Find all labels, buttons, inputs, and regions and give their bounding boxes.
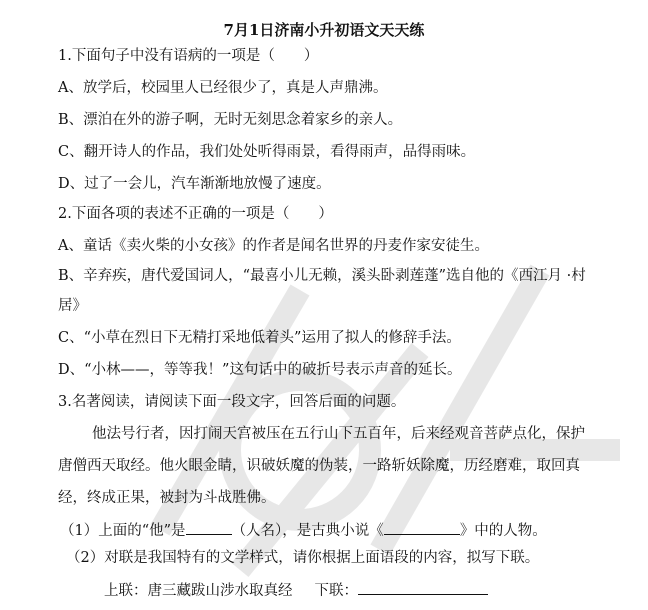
question-2-stem: 2.下面各项的表述不正确的一项是（ ）	[58, 206, 333, 222]
couplet-upper: 上联：唐三藏跋山涉水取真经	[104, 583, 293, 599]
passage-line-1: 他法号行者，因打闹天宫被压在五行山下五百年，后来经观音菩萨点化，保护	[92, 426, 585, 442]
question-1-option-d: D、过了一会儿，汽车渐渐地放慢了速度。	[58, 176, 331, 192]
question-1-option-c: C、翻开诗人的作品，我们处处听得雨景，看得雨声，品得雨味。	[58, 144, 476, 160]
novel-answer-blank[interactable]	[384, 518, 460, 535]
question-1-option-b: B、漂泊在外的游子啊，无时无刻思念着家乡的亲人。	[58, 112, 403, 128]
question-2-option-b-line2: 居》	[58, 298, 87, 314]
question-2-option-c: C、“小草在烈日下无精打采地低着头”运用了拟人的修辞手法。	[58, 330, 461, 346]
question-1-option-a: A、放学后，校园里人已经很少了，真是人声鼎沸。	[58, 80, 388, 96]
question-3-stem: 3.名著阅读，请阅读下面一段文字，回答后面的问题。	[58, 394, 406, 410]
subquestion-1-text-a: （1）上面的“他”是	[60, 523, 186, 539]
question-2-option-b-line1: B、辛弃疾，唐代爱国词人，“最喜小儿无赖，溪头卧剥莲蓬”选自他的《西江月 ·村	[58, 268, 586, 284]
question-2-option-a: A、童话《卖火柴的小女孩》的作者是闻名世界的丹麦作家安徒生。	[58, 238, 489, 254]
page-title: 7月1日济南小升初语文天天练	[223, 21, 425, 39]
couplet-row	[104, 578, 488, 601]
subquestion-1-text-c: 》中的人物。	[459, 523, 547, 539]
passage-line-2: 唐僧西天取经。他火眼金睛，识破妖魔的伪装，一路斩妖除魔，历经磨难，取回真	[58, 458, 580, 474]
subquestion-2: （2）对联是我国特有的文学样式，请你根据上面语段的内容，拟写下联。	[66, 550, 540, 566]
couplet-lower-label: 下联：	[314, 583, 358, 599]
couplet-answer-blank[interactable]	[358, 578, 488, 595]
question-1-stem: 1.下面句子中没有语病的一项是（ ）	[58, 48, 319, 64]
name-answer-blank[interactable]	[186, 518, 232, 535]
passage-line-3: 经，终成正果，被封为斗战胜佛。	[58, 490, 276, 506]
subquestion-1-text-b: （人名），是古典小说《	[231, 523, 384, 539]
subquestion-1	[60, 518, 547, 541]
question-2-option-d: D、“小林——，等等我！”这句话中的破折号表示声音的延长。	[58, 362, 462, 378]
